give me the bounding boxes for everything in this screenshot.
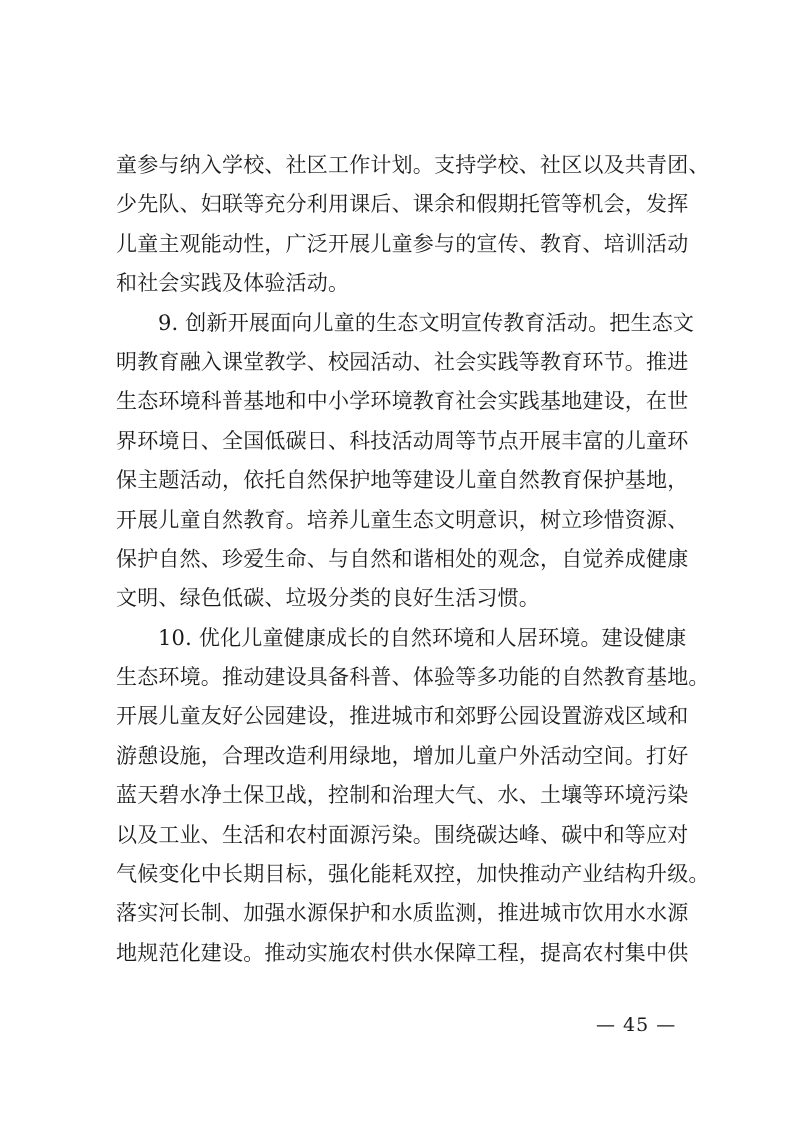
body-text [116, 146, 710, 973]
text-line: 保主题活动，依托自然保护地等建设儿童自然教育保护基地， [116, 468, 689, 493]
text-line: 以及工业、生活和农村面源污染。围绕碳达峰、碳中和等应对 [116, 822, 689, 847]
page-number: — 45 — [596, 1014, 677, 1036]
text-line: 生态环境。推动建设具备科普、体验等多功能的自然教育基地。 [116, 665, 710, 690]
text-line: 生态环境科普基地和中小学环境教育社会实践基地建设，在世 [116, 389, 689, 414]
paragraph-heading-9: 9. 创新开展面向儿童的生态文明宣传教育活动。把生态文 [158, 310, 695, 335]
text-line: 蓝天碧水净土保卫战，控制和治理大气、水、土壤等环境污染 [116, 783, 689, 808]
text-line: 游憩设施，合理改造利用绿地，增加儿童户外活动空间。打好 [116, 743, 689, 768]
text-line: 界环境日、全国低碳日、科技活动周等节点开展丰富的儿童环 [116, 428, 689, 453]
text-line: 童参与纳入学校、社区工作计划。支持学校、社区以及共青团、 [116, 153, 710, 177]
text-line: 保护自然、珍爱生命、与自然和谐相处的观念，自觉养成健康 [116, 546, 689, 571]
text-line: 明教育融入课堂教学、校园活动、社会实践等教育环节。推进 [116, 349, 689, 374]
text-line: 少先队、妇联等充分利用课后、课余和假期托管等机会，发挥 [116, 192, 689, 217]
paragraph-heading-10: 10. 优化儿童健康成长的自然环境和人居环境。建设健康 [158, 625, 687, 650]
text-line: 气候变化中长期目标，强化能耗双控，加快推动产业结构升级。 [116, 862, 710, 887]
text-line: 和社会实践及体验活动。 [116, 271, 350, 296]
text-line: 开展儿童自然教育。培养儿童生态文明意识，树立珍惜资源、 [116, 507, 689, 532]
text-line: 地规范化建设。推动实施农村供水保障工程，提高农村集中供 [116, 940, 689, 965]
text-line: 落实河长制、加强水源保护和水质监测，推进城市饮用水水源 [116, 901, 689, 926]
text-line: 开展儿童友好公园建设，推进城市和郊野公园设置游戏区域和 [116, 704, 689, 729]
text-line: 文明、绿色低碳、垃圾分类的良好生活习惯。 [116, 586, 540, 611]
text-line: 儿童主观能动性，广泛开展儿童参与的宣传、教育、培训活动 [116, 231, 689, 256]
